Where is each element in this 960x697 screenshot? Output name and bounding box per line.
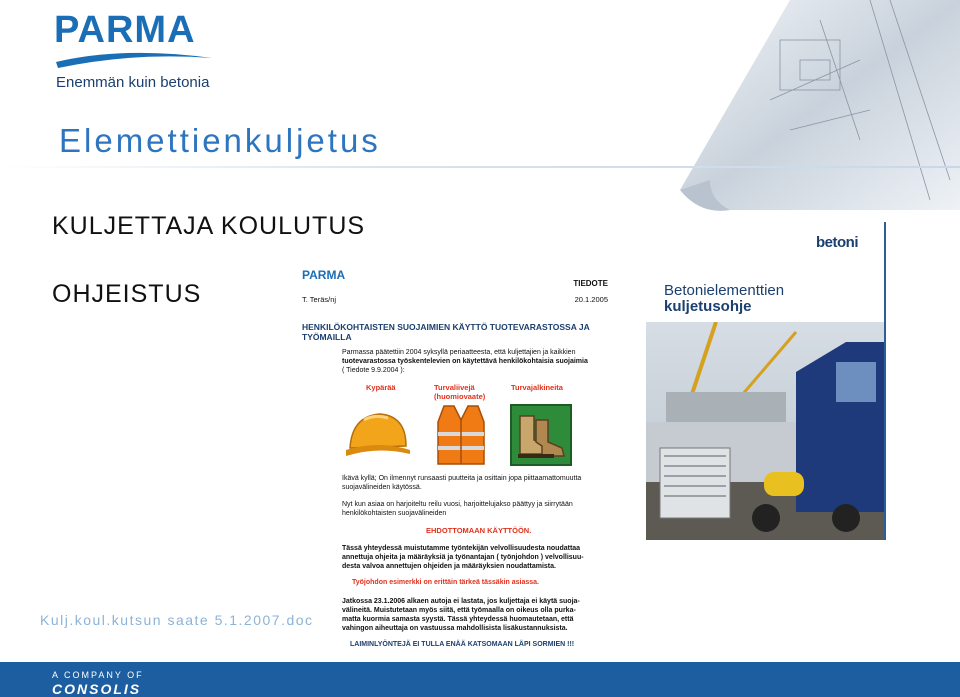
title-divider xyxy=(0,166,960,168)
brochure-title-line2: kuljetusohje xyxy=(664,298,752,315)
betoni-logo: betoni xyxy=(816,234,858,251)
doc-p3-line3: desta valvoa annettujen ohjeiden ja määräyksien noudattamista. xyxy=(342,563,556,570)
doc-intro-line1: Parmassa päätettiin 2004 syksyllä periaatteesta, että kuljettajien ja kaikkien xyxy=(342,349,576,356)
doc-item-turvajalkineet: Turvajalkineita xyxy=(511,383,563,392)
doc-p3-line1: Tässä yhteydessä muistutamme työntekijän velvollisuudesta noudattaa xyxy=(342,545,581,552)
doc-author: T. Teräs/nj xyxy=(302,295,337,304)
doc-heading-line1: HENKILÖKOHTAISTEN SUOJAIMIEN KÄYTTÖ TUOTEVARASTOSSA JA xyxy=(302,322,590,332)
doc-heading-line2: TYÖMAILLA xyxy=(302,332,352,342)
helmet-icon xyxy=(344,406,412,466)
company-of-label: A COMPANY OF xyxy=(52,670,144,680)
doc-p1-line2: suojavälineiden käytössä. xyxy=(342,484,422,491)
doc-p3-line2: annettuja ohjeita ja määräyksiä ja työnantajan ( työnjohdon ) velvollisuu- xyxy=(342,554,584,561)
doc-example: Työjohdon esimerkki on erittäin tärkeä tässäkin asiassa. xyxy=(352,579,540,586)
page-title: Elemettienkuljetus xyxy=(59,122,381,159)
doc-ehdottomaan: EHDOTTOMAAN KÄYTTÖÖN. xyxy=(426,526,532,535)
doc-p1-line1: Ikävä kyllä; On ilmennyt runsaasti puutteita ja osittain jopa piittaamattomuutta xyxy=(342,475,582,482)
consolis-logo: CONSOLIS xyxy=(52,681,142,697)
doc-p4-line4: vahingon aiheuttaja on vastuussa mahdollisista lisäkustannuksista. xyxy=(342,625,568,632)
parma-logo xyxy=(54,9,214,91)
footer-filename: Kulj.koul.kutsun saate 5.1.2007.doc xyxy=(40,612,314,628)
safety-boots-icon xyxy=(510,404,572,466)
doc-final-warning: LAIMINLYÖNTEJÄ EI TULLA ENÄÄ KATSOMAAN LÄPI SORMIEN !!! xyxy=(350,641,575,648)
doc-item-turvaliivit: Turvaliivejä xyxy=(434,383,475,392)
doc-date: 20.1.2005 xyxy=(574,295,608,304)
doc-p4-line3: matta kuormia samasta syystä. Tässä yhteydessä huomautetaan, että xyxy=(342,616,574,623)
safety-vest-icon xyxy=(434,402,488,468)
doc-item-huomiovaate: (huomiovaate) xyxy=(434,392,486,401)
parma-swoosh-icon xyxy=(54,48,214,70)
footer-bar xyxy=(0,662,960,697)
doc-intro-line3: ( Tiedote 9.9.2004 ): xyxy=(342,367,405,374)
brochure-title-line1: Betonielementtien xyxy=(664,282,785,299)
doc-p4-line2: välineitä. Muistutetaan myös siitä, että työmaalla on oikeus olla purka- xyxy=(342,607,576,614)
doc-p4-line1: Jatkossa 23.1.2006 alkaen autoja ei lastata, jos kuljettaja ei käytä suoja- xyxy=(342,598,580,605)
heading-ohjeistus: OHJEISTUS xyxy=(52,280,202,308)
doc-intro-line2: tuotevarastossa työskentelevien on käytettävä henkilökohtaisia suojaimia xyxy=(342,358,588,365)
doc-p2-line2: henkilökohtaisten suojavälineiden xyxy=(342,510,447,517)
brochure-cover xyxy=(646,222,886,540)
parma-tagline: Enemmän kuin betonia xyxy=(56,74,210,91)
doc-parma-logo: PARMA xyxy=(302,268,346,282)
parma-logo-word: PARMA xyxy=(54,9,196,51)
truck-photo-image xyxy=(646,322,886,540)
doc-label: TIEDOTE xyxy=(573,279,608,288)
doc-p2-line1: Nyt kun asiaa on harjoiteltu reilu vuosi, harjoittelujakso päättyy ja siirrytään xyxy=(342,501,573,508)
heading-kuljettaja-koulutus: KULJETTAJA KOULUTUS xyxy=(52,212,366,240)
doc-item-kypara: Kypärää xyxy=(366,383,396,392)
tiedote-document xyxy=(296,260,614,660)
blueprint-roll-image xyxy=(670,0,960,220)
